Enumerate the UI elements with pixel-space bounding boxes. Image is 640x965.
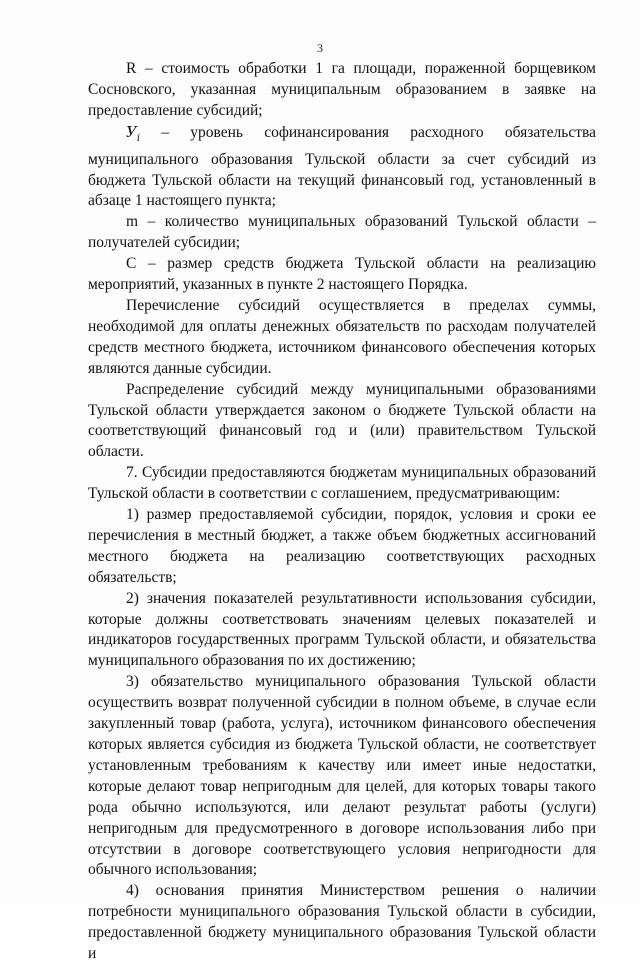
list-item-4: 4) основания принятия Министерством решения о наличии потребности муниципального образования Тульской области в субсидии, предоставленной бюджету муниципального образования Тульской области и [88,882,596,963]
definition-m-text: – количество муниципальных образований Тульской области – получателей субсидии; [88,213,596,252]
list-item-1: 1) размер предоставляемой субсидии, порядок, условия и сроки ее перечисления в местный бюджет, а также объем бюджетных ассигнований местного бюджета на реализацию соответствующих расходных обязательств; [88,506,596,586]
document-body [88,59,596,965]
definition-yi [88,122,596,213]
symbol-c: С [126,255,137,273]
definition-r [88,59,596,122]
definition-yi-text: – уровень софинансирования расходного обязательства муниципального образования Тульской области за счет субсидий из бюджета Тульской области на текущий финансовый год, установленный в абзаце 1 настоящего пункта; [88,123,596,210]
list-item-3: 3) обязательство муниципального образования Тульской области осуществить возврат полученной субсидии в полном объеме, в случае если закупленный товар (работа, услуга), источником финансового обеспечения которых является субсидия из бюджета Тульской области, не соответствует установленным требованиям к качеству или имеет иные недостатки, которые делают товар непригодным для целей, для которых товары такого рода обычно используются, или делают результат работы (услуги) непригодным для предусмотренного в договоре использования либо при отсутствии в договоре соответствующего условия непригодности для обычного использования; [88,673,596,879]
page-number: 3 [317,41,323,55]
paragraph-distribution: Распределение субсидий между муниципальными образованиями Тульской области утверждается законом о бюджете Тульской области на соответствующий финансовый год и (или) правительством Тульской области. [88,380,596,461]
paragraph-clause-7: 7. Субсидии предоставляются бюджетам муниципальных образований Тульской области в соответствии с соглашением, предусматривающим: [88,464,596,503]
paragraph-transfer: Перечисление субсидий осуществляется в пределах суммы, необходимой для оплаты денежных обязательств по расходам получателей средств местного бюджета, источником финансового обеспечения которых являются данные субсидии. [88,296,596,377]
definition-r-text: – стоимость обработки 1 га площади, пораженной борщевиком Сосновского, указанная муниципальным образованием в заявке на предоставление субсидий; [88,60,596,119]
symbol-yi [126,122,141,144]
definition-c-text: – размер средств бюджета Тульской области на реализацию мероприятий, указанных в пункте 2 настоящего Порядка. [88,255,596,294]
symbol-yi-base: У [126,122,137,141]
symbol-yi-subscript: i [136,132,141,144]
definition-m [88,212,596,254]
definition-c [88,254,596,296]
symbol-m: m [126,213,139,231]
symbol-r: R [126,60,137,77]
list-item-2: 2) значения показателей результативности использования субсидии, которые должны соответствовать значениям целевых показателей и индикаторов государственных программ Тульской области, и обязательства муниципального образования по их достижению; [88,589,596,670]
